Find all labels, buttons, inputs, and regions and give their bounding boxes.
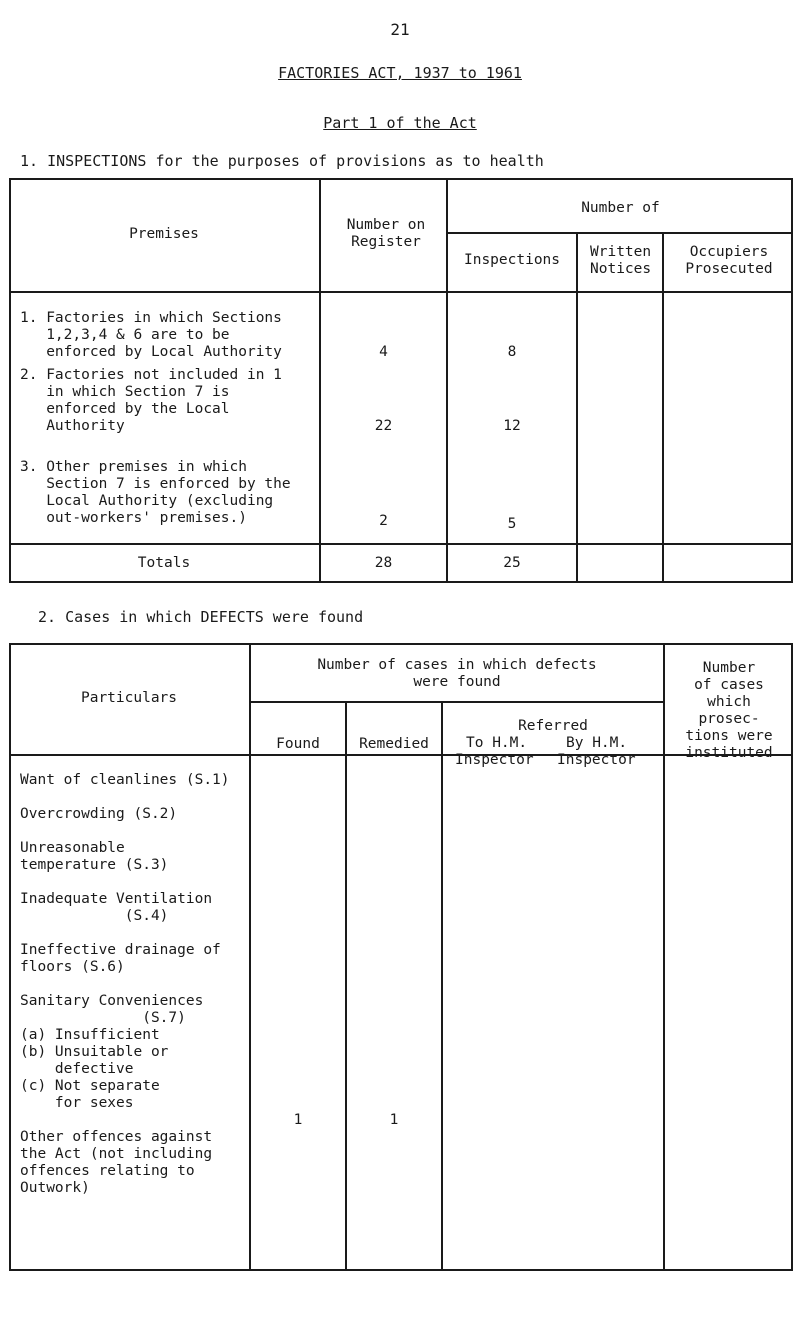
premises-text: 3. Other premises in which bbox=[20, 459, 247, 475]
totals-label: Totals bbox=[137, 555, 191, 571]
col-number-of: Number of bbox=[581, 200, 660, 216]
section1-heading: 1. INSPECTIONS for the purposes of provisions as to health bbox=[20, 152, 544, 170]
particular-line: Sanitary Conveniences bbox=[20, 993, 204, 1009]
particular-line: Other offences against bbox=[20, 1129, 213, 1145]
particular-line: temperature (S.3) bbox=[20, 857, 169, 873]
found-value: 1 bbox=[293, 1112, 303, 1128]
particular-line: (a) Insufficient bbox=[20, 1027, 160, 1043]
particular-line: (S.4) bbox=[20, 908, 169, 924]
col-cases-found-2: were found bbox=[413, 674, 501, 690]
prosecutions-header-line: Number bbox=[702, 660, 756, 676]
particular-line: Ineffective drainage of bbox=[20, 942, 221, 958]
premises-text: out-workers' premises.) bbox=[20, 510, 247, 526]
particular-line: defective bbox=[20, 1061, 134, 1077]
col-occupiers-prosecuted: Occupiers Prosecuted bbox=[685, 244, 773, 277]
register-value: 2 bbox=[379, 513, 388, 529]
col-particulars: Particulars bbox=[80, 690, 178, 706]
particular-line: Outwork) bbox=[20, 1180, 90, 1196]
premises-text: in which Section 7 is bbox=[20, 384, 230, 400]
premises-text: enforced by Local Authority bbox=[20, 344, 282, 360]
col-premises: Premises bbox=[129, 226, 199, 242]
particular-line: (S.7) bbox=[20, 1010, 186, 1026]
remedied-value: 1 bbox=[389, 1112, 399, 1128]
premises-text: 1. Factories in which Sections bbox=[20, 310, 282, 326]
particular-line: Inadequate Ventilation bbox=[20, 891, 213, 907]
particular-line: (b) Unsuitable or bbox=[20, 1044, 169, 1060]
col-inspector-a: Inspector bbox=[455, 752, 534, 768]
col-to-hm: To H.M. bbox=[466, 735, 528, 751]
inspections-value: 5 bbox=[507, 516, 517, 532]
totals-register: 28 bbox=[374, 555, 393, 571]
particular-line: Unreasonable bbox=[20, 840, 125, 856]
totals-inspections: 25 bbox=[503, 555, 521, 571]
premises-text: 2. Factories not included in 1 bbox=[20, 367, 282, 383]
particular-line: (c) Not separate bbox=[20, 1078, 160, 1094]
particular-line: floors (S.6) bbox=[20, 959, 125, 975]
register-value: 22 bbox=[374, 418, 393, 434]
main-title: FACTORIES ACT, 1937 to 1961 bbox=[278, 64, 522, 82]
inspections-value: 12 bbox=[503, 418, 521, 434]
col-by-hm: By H.M. bbox=[566, 735, 628, 751]
inspections-value: 8 bbox=[507, 344, 517, 360]
prosecutions-header-line: instituted bbox=[685, 745, 773, 761]
particular-line: Overcrowding (S.2) bbox=[20, 806, 178, 822]
particular-line: offences relating to bbox=[20, 1163, 195, 1179]
col-cases-found-1: Number of cases in which defects bbox=[317, 657, 597, 673]
col-number-on-register: Number on Register bbox=[346, 217, 426, 250]
prosecutions-header-line: prosec- bbox=[698, 711, 760, 727]
prosecutions-header-line: of cases bbox=[694, 677, 764, 693]
premises-text: Section 7 is enforced by the bbox=[20, 476, 291, 492]
col-remedied: Remedied bbox=[359, 736, 429, 752]
part-title: Part 1 of the Act bbox=[323, 114, 477, 132]
premises-text: enforced by the Local bbox=[20, 401, 230, 417]
col-written-notices: Written Notices bbox=[590, 244, 652, 277]
register-value: 4 bbox=[379, 344, 388, 360]
prosecutions-header-line: tions were bbox=[685, 728, 773, 744]
premises-text: Authority bbox=[20, 418, 125, 434]
section2-heading: 2. Cases in which DEFECTS were found bbox=[38, 608, 364, 626]
particular-line: Want of cleanlines (S.1) bbox=[20, 772, 230, 788]
col-found: Found bbox=[276, 736, 320, 752]
col-referred: Referred bbox=[518, 718, 588, 734]
premises-text: Local Authority (excluding bbox=[20, 493, 274, 509]
col-inspections: Inspections bbox=[463, 252, 561, 268]
prosecutions-header-line: which bbox=[707, 694, 751, 710]
col-inspector-b: Inspector bbox=[557, 752, 636, 768]
premises-text: 1,2,3,4 & 6 are to be bbox=[20, 327, 230, 343]
page-number: 21 bbox=[390, 20, 410, 39]
particular-line: the Act (not including bbox=[20, 1146, 213, 1162]
particular-line: for sexes bbox=[20, 1095, 134, 1111]
